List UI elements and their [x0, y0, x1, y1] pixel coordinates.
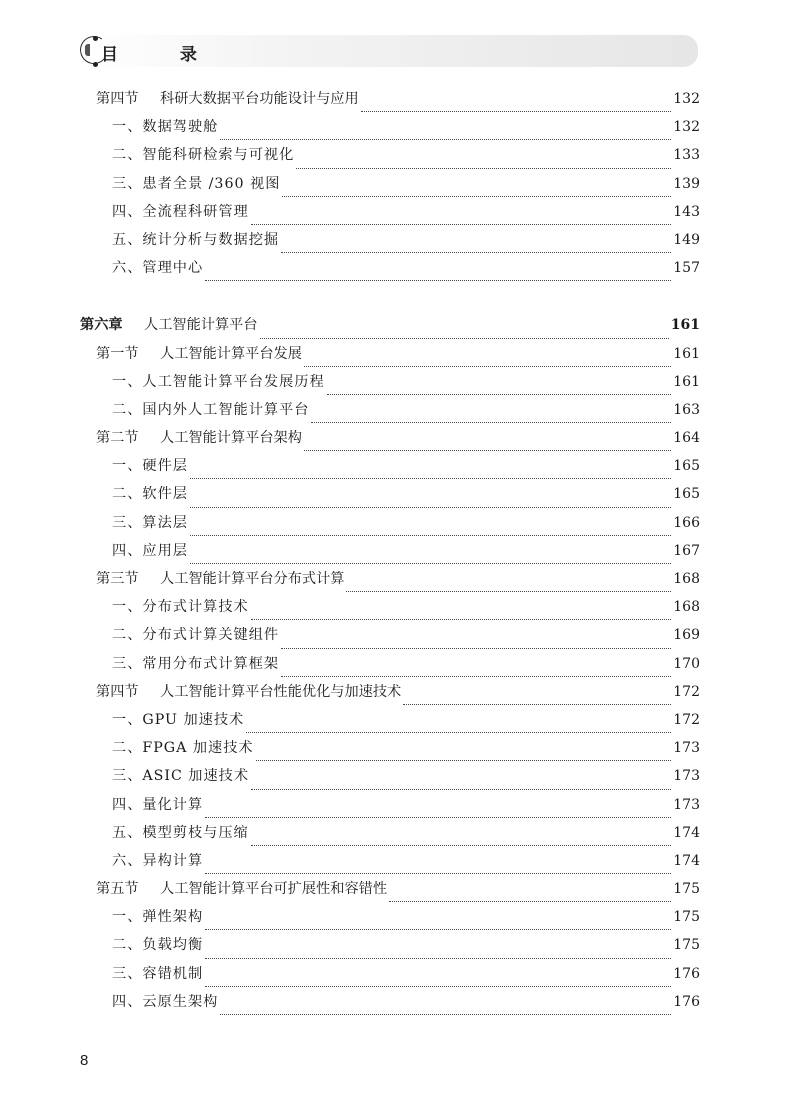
- toc-entry-item[interactable]: [80, 794, 700, 822]
- toc-page-number: 175: [673, 909, 700, 926]
- toc-entry-item[interactable]: [80, 822, 700, 850]
- toc-label: [112, 201, 249, 221]
- toc-page-number: 172: [673, 711, 700, 728]
- toc-label: [96, 427, 302, 447]
- dot-leader: [282, 196, 671, 197]
- dot-leader: [205, 929, 671, 930]
- toc-page-number: 170: [673, 655, 700, 672]
- dot-leader: [403, 704, 671, 705]
- chapter-number: 第六章: [80, 317, 123, 334]
- toc-label: [112, 653, 279, 673]
- toc-entry-item[interactable]: [80, 963, 700, 991]
- toc-page-number: 132: [673, 119, 700, 136]
- section-number: 第五节: [96, 881, 139, 898]
- toc-title: 四、量化计算: [112, 796, 204, 813]
- toc-entry-item[interactable]: [80, 991, 700, 1019]
- toc-title: 二、国内外人工智能计算平台: [112, 401, 310, 418]
- dot-leader: [346, 591, 671, 592]
- toc-title: 人工智能计算平台分布式计算: [160, 571, 345, 587]
- dot-leader: [281, 648, 671, 649]
- toc-page-number: 161: [670, 317, 700, 334]
- dot-leader: [251, 789, 671, 790]
- toc-label: [96, 568, 344, 588]
- dot-leader: [190, 563, 671, 564]
- toc-label: [112, 963, 203, 983]
- toc-entry-item[interactable]: [80, 512, 700, 540]
- toc-label: [112, 991, 218, 1011]
- toc-page-number: 139: [673, 175, 700, 192]
- dot-leader: [327, 394, 672, 395]
- toc-page-number: 132: [673, 91, 700, 107]
- toc-page-number: 161: [673, 373, 700, 390]
- toc-entry-item[interactable]: [80, 483, 700, 511]
- toc-label: [96, 88, 359, 108]
- toc-label: [112, 371, 325, 391]
- section-number: 第四节: [96, 91, 139, 107]
- section-number: 第三节: [96, 571, 139, 587]
- toc-label: [96, 343, 302, 363]
- toc-title: 人工智能计算平台架构: [160, 430, 302, 447]
- toc-entry-section[interactable]: [80, 568, 700, 596]
- toc-page-number: 169: [673, 627, 700, 644]
- dot-leader: [361, 111, 672, 112]
- toc-entry-item[interactable]: [80, 737, 700, 765]
- toc-entry-item[interactable]: [80, 850, 700, 878]
- toc-entry-item[interactable]: [80, 596, 700, 624]
- toc-entry-item[interactable]: [80, 201, 700, 229]
- toc-entry-chapter[interactable]: [80, 314, 700, 342]
- toc-label: [96, 878, 387, 898]
- toc-title: 二、FPGA 加速技术: [112, 740, 254, 757]
- toc-entry-item[interactable]: [80, 709, 700, 737]
- toc-label: [112, 794, 203, 814]
- toc-title: 三、算法层: [112, 514, 188, 531]
- toc-title: 六、异构计算: [112, 852, 204, 869]
- toc-title: 三、容错机制: [112, 965, 204, 982]
- toc-page-number: 174: [673, 852, 700, 869]
- toc-page-number: 157: [673, 260, 700, 277]
- dot-leader: [251, 224, 672, 225]
- toc-label: [112, 540, 188, 560]
- dot-leader: [251, 845, 672, 846]
- toc-title: 一、数据驾驶舱: [112, 119, 219, 136]
- toc-label: [80, 314, 258, 334]
- toc-page-number: 143: [673, 203, 700, 220]
- toc-title: 二、智能科研检索与可视化: [112, 147, 295, 164]
- toc-page-number: 176: [673, 993, 700, 1010]
- toc-entry-item[interactable]: [80, 116, 700, 144]
- toc-entry-item[interactable]: [80, 229, 700, 257]
- dot-leader: [220, 1014, 671, 1015]
- toc-title: 人工智能计算平台可扩展性和容错性: [160, 881, 388, 898]
- toc-entry-item[interactable]: [80, 399, 700, 427]
- toc-label: [96, 681, 401, 701]
- toc-label: [112, 229, 279, 249]
- toc-entry-item[interactable]: [80, 653, 700, 681]
- dot-leader: [220, 139, 671, 140]
- toc-title: 五、统计分析与数据挖掘: [112, 231, 280, 248]
- toc-entry-item[interactable]: [80, 765, 700, 793]
- toc-title: 四、全流程科研管理: [112, 203, 249, 220]
- dot-leader: [251, 619, 672, 620]
- section-number: 第二节: [96, 430, 139, 447]
- toc-page-number: 133: [673, 147, 700, 164]
- page-title: 目 录: [101, 45, 225, 65]
- toc-label: [112, 596, 249, 616]
- dot-leader: [304, 366, 671, 367]
- toc-entry-section[interactable]: [80, 427, 700, 455]
- toc-page-number: 165: [673, 486, 700, 503]
- toc-title: 人工智能计算平台发展: [160, 345, 302, 362]
- toc-page-number: 173: [673, 796, 700, 813]
- dot-leader: [190, 507, 671, 508]
- toc-page-number: 166: [673, 514, 700, 531]
- toc-title: 一、硬件层: [112, 458, 188, 475]
- dot-leader: [190, 535, 671, 536]
- toc-page-number: 176: [673, 965, 700, 982]
- dot-leader: [389, 901, 671, 902]
- dot-leader: [281, 252, 671, 253]
- toc-page-number: 168: [673, 571, 700, 587]
- toc-page-number: 164: [673, 430, 700, 447]
- table-of-contents: [80, 88, 700, 1019]
- toc-label: [112, 737, 254, 757]
- toc-label: [112, 144, 294, 164]
- dot-leader: [205, 280, 671, 281]
- toc-title: 科研大数据平台功能设计与应用: [160, 91, 359, 107]
- toc-label: [112, 709, 244, 729]
- dot-leader: [311, 422, 671, 423]
- toc-entry-item[interactable]: [80, 144, 700, 172]
- toc-entry-section[interactable]: [80, 878, 700, 906]
- toc-title: 二、软件层: [112, 486, 188, 503]
- section-number: 第一节: [96, 345, 139, 362]
- toc-page-number: 161: [673, 345, 700, 362]
- toc-label: [112, 116, 218, 136]
- toc-title: 一、分布式计算技术: [112, 599, 249, 616]
- dot-leader: [260, 338, 669, 339]
- toc-entry-item[interactable]: [80, 257, 700, 285]
- toc-title: 四、云原生架构: [112, 993, 219, 1010]
- toc-page-number: 175: [673, 881, 700, 898]
- toc-title: 三、常用分布式计算框架: [112, 655, 280, 672]
- section-number: 第四节: [96, 683, 139, 700]
- toc-page-number: 174: [673, 824, 700, 841]
- toc-label: [112, 257, 203, 277]
- dot-leader: [246, 732, 671, 733]
- toc-title: 三、患者全景 /360 视图: [112, 175, 281, 192]
- toc-entry-item[interactable]: [80, 906, 700, 934]
- toc-title: 一、人工智能计算平台发展历程: [112, 373, 325, 390]
- toc-page-number: 173: [673, 740, 700, 757]
- toc-page-number: 172: [673, 683, 700, 700]
- toc-page-number: 163: [673, 401, 700, 418]
- toc-entry-section[interactable]: [80, 343, 700, 371]
- dot-leader: [190, 478, 671, 479]
- dot-leader: [205, 986, 671, 987]
- dot-leader: [256, 760, 672, 761]
- dot-leader: [304, 450, 671, 451]
- toc-title: 一、GPU 加速技术: [112, 711, 245, 728]
- toc-label: [112, 850, 203, 870]
- dot-leader: [281, 676, 671, 677]
- toc-page-number: 175: [673, 937, 700, 954]
- toc-label: [112, 512, 188, 532]
- toc-title: 一、弹性架构: [112, 909, 204, 926]
- toc-entry-item[interactable]: [80, 455, 700, 483]
- page-number: 8: [80, 1052, 89, 1069]
- toc-page-number: 149: [673, 231, 700, 248]
- toc-page-number: 173: [673, 768, 700, 785]
- toc-label: [112, 483, 188, 503]
- toc-entry-section[interactable]: [80, 681, 700, 709]
- toc-title: 二、负载均衡: [112, 937, 204, 954]
- toc-entry-item[interactable]: [80, 371, 700, 399]
- toc-title: 人工智能计算平台性能优化与加速技术: [160, 683, 402, 700]
- dot-leader: [205, 958, 671, 959]
- toc-label: [112, 822, 249, 842]
- toc-label: [112, 624, 279, 644]
- toc-title: 人工智能计算平台: [144, 317, 258, 334]
- dot-leader: [296, 168, 671, 169]
- dot-leader: [205, 817, 671, 818]
- toc-label: [112, 906, 203, 926]
- toc-page-number: 167: [673, 542, 700, 559]
- toc-entry-item[interactable]: [80, 173, 700, 201]
- toc-title: 三、ASIC 加速技术: [112, 768, 250, 785]
- toc-label: [112, 399, 309, 419]
- toc-title: 六、管理中心: [112, 260, 204, 277]
- header-dot-icon: [93, 36, 98, 41]
- toc-entry-item[interactable]: [80, 540, 700, 568]
- toc-label: [112, 765, 249, 785]
- dot-leader: [205, 873, 671, 874]
- toc-title: 四、应用层: [112, 542, 188, 559]
- toc-entry-section[interactable]: [80, 88, 700, 116]
- toc-label: [112, 455, 188, 475]
- header-mark-icon: [85, 44, 90, 56]
- toc-label: [112, 173, 280, 193]
- toc-page-number: 165: [673, 458, 700, 475]
- toc-title: 五、模型剪枝与压缩: [112, 824, 249, 841]
- toc-page-number: 168: [673, 599, 700, 616]
- toc-entry-item[interactable]: [80, 934, 700, 962]
- toc-entry-item[interactable]: [80, 624, 700, 652]
- toc-label: [112, 934, 203, 954]
- header-dot-icon: [93, 62, 98, 67]
- toc-title: 二、分布式计算关键组件: [112, 627, 280, 644]
